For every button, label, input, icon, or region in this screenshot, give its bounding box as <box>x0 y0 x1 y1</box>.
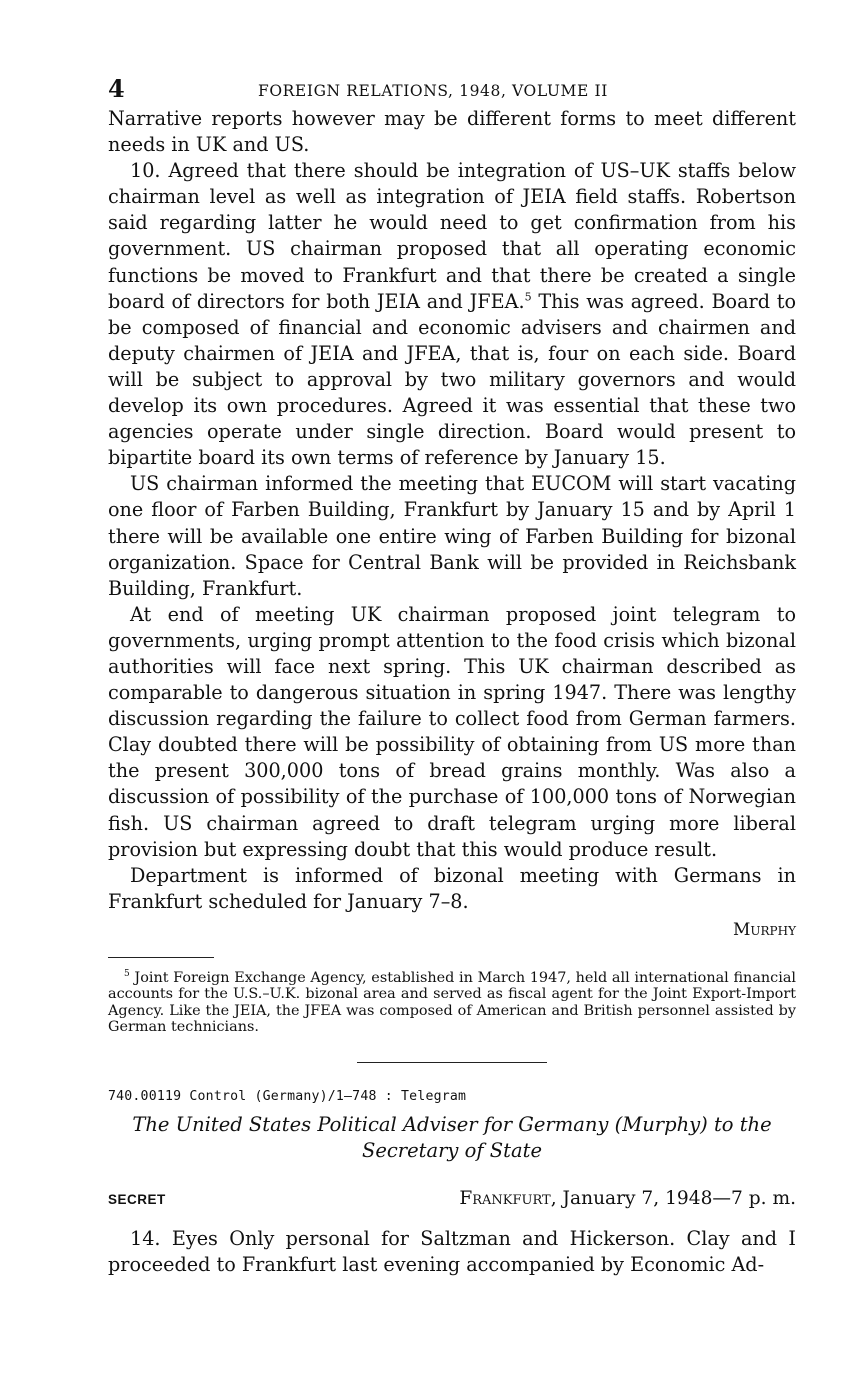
paragraph-10-part-b: This was agreed. Board to be composed of financial and economic advisers and chairmen and deputy chairmen of JEIA and JFEA, that is, four on each side. Board will be subject to approval by two military governors and would develop its own procedures. Agreed it was essential that these two agencies operate under single direction. Board would present to bipartite board its own terms of reference by January 15. <box>108 289 797 470</box>
telegram-opening <box>108 1226 796 1278</box>
document-title <box>108 1112 796 1164</box>
paragraph-department: Department is informed of bizonal meeting with Germans in Frankfurt scheduled for January 7–8. <box>108 863 796 913</box>
paragraph-intro: Narrative reports however may be different forms to meet different needs in UK and US. <box>108 107 796 157</box>
paragraph-eucom: US chairman informed the meeting that EUCOM will start vacating one floor of Farben Building, Frankfurt by January 15 and by April 1 there will be available one entire wing of Farben Building for bizonal organization. Space for Central Bank will be provided in Reichsbank Building, Frankfurt. <box>108 472 796 600</box>
file-reference: 740.00119 Control (Germany)/1–748 : Telegram <box>108 1088 467 1104</box>
dateline <box>108 1188 796 1214</box>
page-number: 4 <box>108 74 125 103</box>
section-divider <box>357 1062 547 1063</box>
body-text <box>108 106 796 943</box>
footnote-text: Joint Foreign Exchange Agency, established in March 1947, held all international financial accounts for the U.S.–U.K. bizonal area and served as fiscal agent for the Joint Export-Import Agency. Like the JEIA, the JFEA was composed of American and British personnel assisted by German technicians. <box>108 969 797 1036</box>
paragraph-10-part-a: 10. Agreed that there should be integration of US–UK staffs below chairman level as well as integration of JEIA field staffs. Robertson said regarding latter he would need to get confirmation from his government. US chairman proposed that all operating economic functions be moved to Frankfurt and that there be created a single board of directors for both JEIA and JFEA. <box>108 159 796 313</box>
document-page <box>108 74 796 1278</box>
document-title-line-2: Secretary of State <box>361 1138 543 1162</box>
signature: Murphy <box>732 919 796 940</box>
document-title-line-1: The United States Political Adviser for Germany (Murphy) to the <box>132 1112 772 1136</box>
date: January 7, 1948—7 p. m. <box>556 1187 796 1209</box>
paragraph-10 <box>108 158 796 471</box>
place: Frankfurt, <box>459 1187 557 1209</box>
footnote-reference[interactable]: 5 <box>524 290 532 304</box>
footnote-mark: 5 <box>124 969 130 979</box>
running-head-title: FOREIGN RELATIONS, 1948, VOLUME II <box>258 82 608 100</box>
running-head <box>108 74 796 106</box>
paragraph-14: 14. Eyes Only personal for Saltzman and Hickerson. Clay and I proceeded to Frankfurt last evening accompanied by Economic Ad- <box>108 1226 796 1276</box>
footnote-divider <box>108 957 214 958</box>
place-date <box>459 1188 796 1209</box>
footnote <box>108 966 796 1036</box>
paragraph-food-crisis: At end of meeting UK chairman proposed joint telegram to governments, urging prompt attention to the food crisis which bizonal authorities will face next spring. This UK chairman described as comparable to dangerous situation in spring 1947. There was lengthy discussion regarding the failure to collect food from German farmers. Clay doubted there will be possibility of obtaining from US more than the present 300,000 tons of bread grains monthly. Was also a discussion of possibility of the purchase of 100,000 tons of Norwegian fish. US chairman agreed to draft telegram urging more liberal provision but expressing doubt that this would produce result. <box>108 602 796 861</box>
classification-label: SECRET <box>108 1191 166 1207</box>
